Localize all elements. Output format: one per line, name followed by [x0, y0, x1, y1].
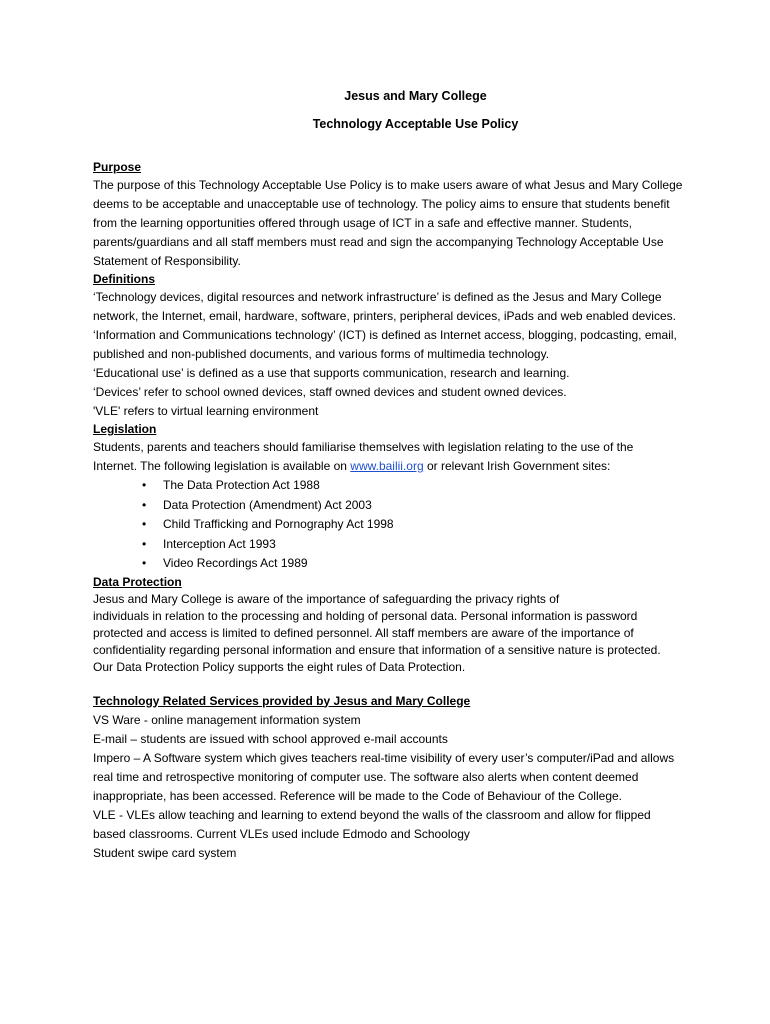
list-item — [142, 476, 738, 496]
bullet-icon: • — [142, 497, 147, 512]
purpose-line: deems to be acceptable and unacceptable use of technology. The policy aims to ensure that students benefit — [93, 197, 670, 211]
purpose-line: Statement of Responsibility. — [93, 254, 241, 268]
legislation-line — [93, 457, 738, 476]
services-line: Student swipe card system — [93, 845, 237, 860]
list-item-text: The Data Protection Act 1988 — [163, 478, 320, 492]
legislation-text: Internet. The following legislation is available on — [93, 459, 351, 473]
data-protection-line: Our Data Protection Policy supports the eight rules of Data Protection. — [93, 659, 466, 674]
data-protection-line: Jesus and Mary College is aware of the importance of safeguarding the privacy rights of — [93, 591, 560, 606]
data-protection-line: protected and access is limited to defined personnel. All staff members are aware of the importance of — [93, 625, 634, 640]
list-item-text: Video Recordings Act 1989 — [163, 556, 308, 570]
list-item — [142, 535, 738, 555]
definitions-line: ‘Educational use’ is defined as a use that supports communication, research and learning. — [93, 366, 570, 380]
data-protection-line: individuals in relation to the processing and holding of personal data. Personal information is password — [93, 608, 638, 623]
services-line: inappropriate, has been accessed. Reference will be made to the Code of Behaviour of the College. — [93, 788, 622, 803]
list-item — [142, 496, 738, 516]
definitions-heading: Definitions — [93, 272, 155, 286]
list-item — [142, 515, 738, 535]
bullet-icon: • — [142, 556, 147, 570]
services-line: E-mail – students are issued with school approved e-mail accounts — [93, 731, 448, 746]
services-line: Impero – A Software system which gives teachers real-time visibility of every user’s computer/iPad and allows — [93, 750, 675, 765]
bullet-icon: • — [142, 517, 147, 531]
list-item-text: Data Protection (Amendment) Act 2003 — [163, 497, 372, 512]
document-title: Jesus and Mary College — [344, 89, 487, 103]
purpose-heading: Purpose — [93, 160, 142, 174]
purpose-line: parents/guardians and all staff members must read and sign the accompanying Technology Acceptable Use — [93, 235, 664, 249]
data-protection-line: confidentiality regarding personal information and ensure that information of a sensitive nature is protected. — [93, 642, 661, 657]
legislation-line: Students, parents and teachers should familiarise themselves with legislation relating to the use of the — [93, 440, 634, 454]
definitions-line: ‘Technology devices, digital resources and network infrastructure’ is defined as the Jesus and Mary College — [93, 290, 662, 304]
data-protection-heading: Data Protection — [93, 574, 182, 589]
services-line: VS Ware - online management information system — [93, 712, 361, 727]
bullet-icon: • — [142, 478, 147, 492]
document-page — [93, 88, 738, 863]
purpose-line: from the learning opportunities offered through usage of ICT in a safe and effective manner. Students, — [93, 216, 633, 230]
bailii-link[interactable]: www.bailii.org — [350, 459, 424, 473]
definitions-line: published and non-published documents, and various forms of multimedia technology. — [93, 347, 550, 361]
definitions-line: 'VLE' refers to virtual learning environment — [93, 404, 319, 418]
definitions-line: ‘Information and Communications technology’ (ICT) is defined as Internet access, blogging, podcasting, email, — [93, 328, 677, 342]
definitions-line: network, the Internet, email, hardware, software, printers, peripheral devices, iPads and web enabled devices. — [93, 309, 676, 323]
list-item-text: Child Trafficking and Pornography Act 1998 — [163, 517, 394, 531]
definitions-line: ‘Devices’ refer to school owned devices, staff owned devices and student owned devices. — [93, 385, 567, 399]
list-item-text: Interception Act 1993 — [163, 536, 276, 551]
services-line: based classrooms. Current VLEs used include Edmodo and Schoology — [93, 826, 470, 841]
list-item — [142, 554, 738, 574]
legislation-heading: Legislation — [93, 422, 157, 436]
purpose-line: The purpose of this Technology Acceptable Use Policy is to make users aware of what Jesus and Mary College — [93, 178, 683, 192]
legislation-list — [93, 476, 738, 574]
services-line: VLE - VLEs allow teaching and learning to extend beyond the walls of the classroom and allow for flipped — [93, 807, 651, 822]
document-subtitle: Technology Acceptable Use Policy — [312, 117, 519, 131]
services-heading: Technology Related Services provided by Jesus and Mary College — [93, 693, 471, 708]
services-line: real time and retrospective monitoring of computer use. The software also alerts when content deemed — [93, 769, 639, 784]
legislation-text: or relevant Irish Government sites: — [423, 459, 611, 473]
bullet-icon: • — [142, 536, 147, 551]
